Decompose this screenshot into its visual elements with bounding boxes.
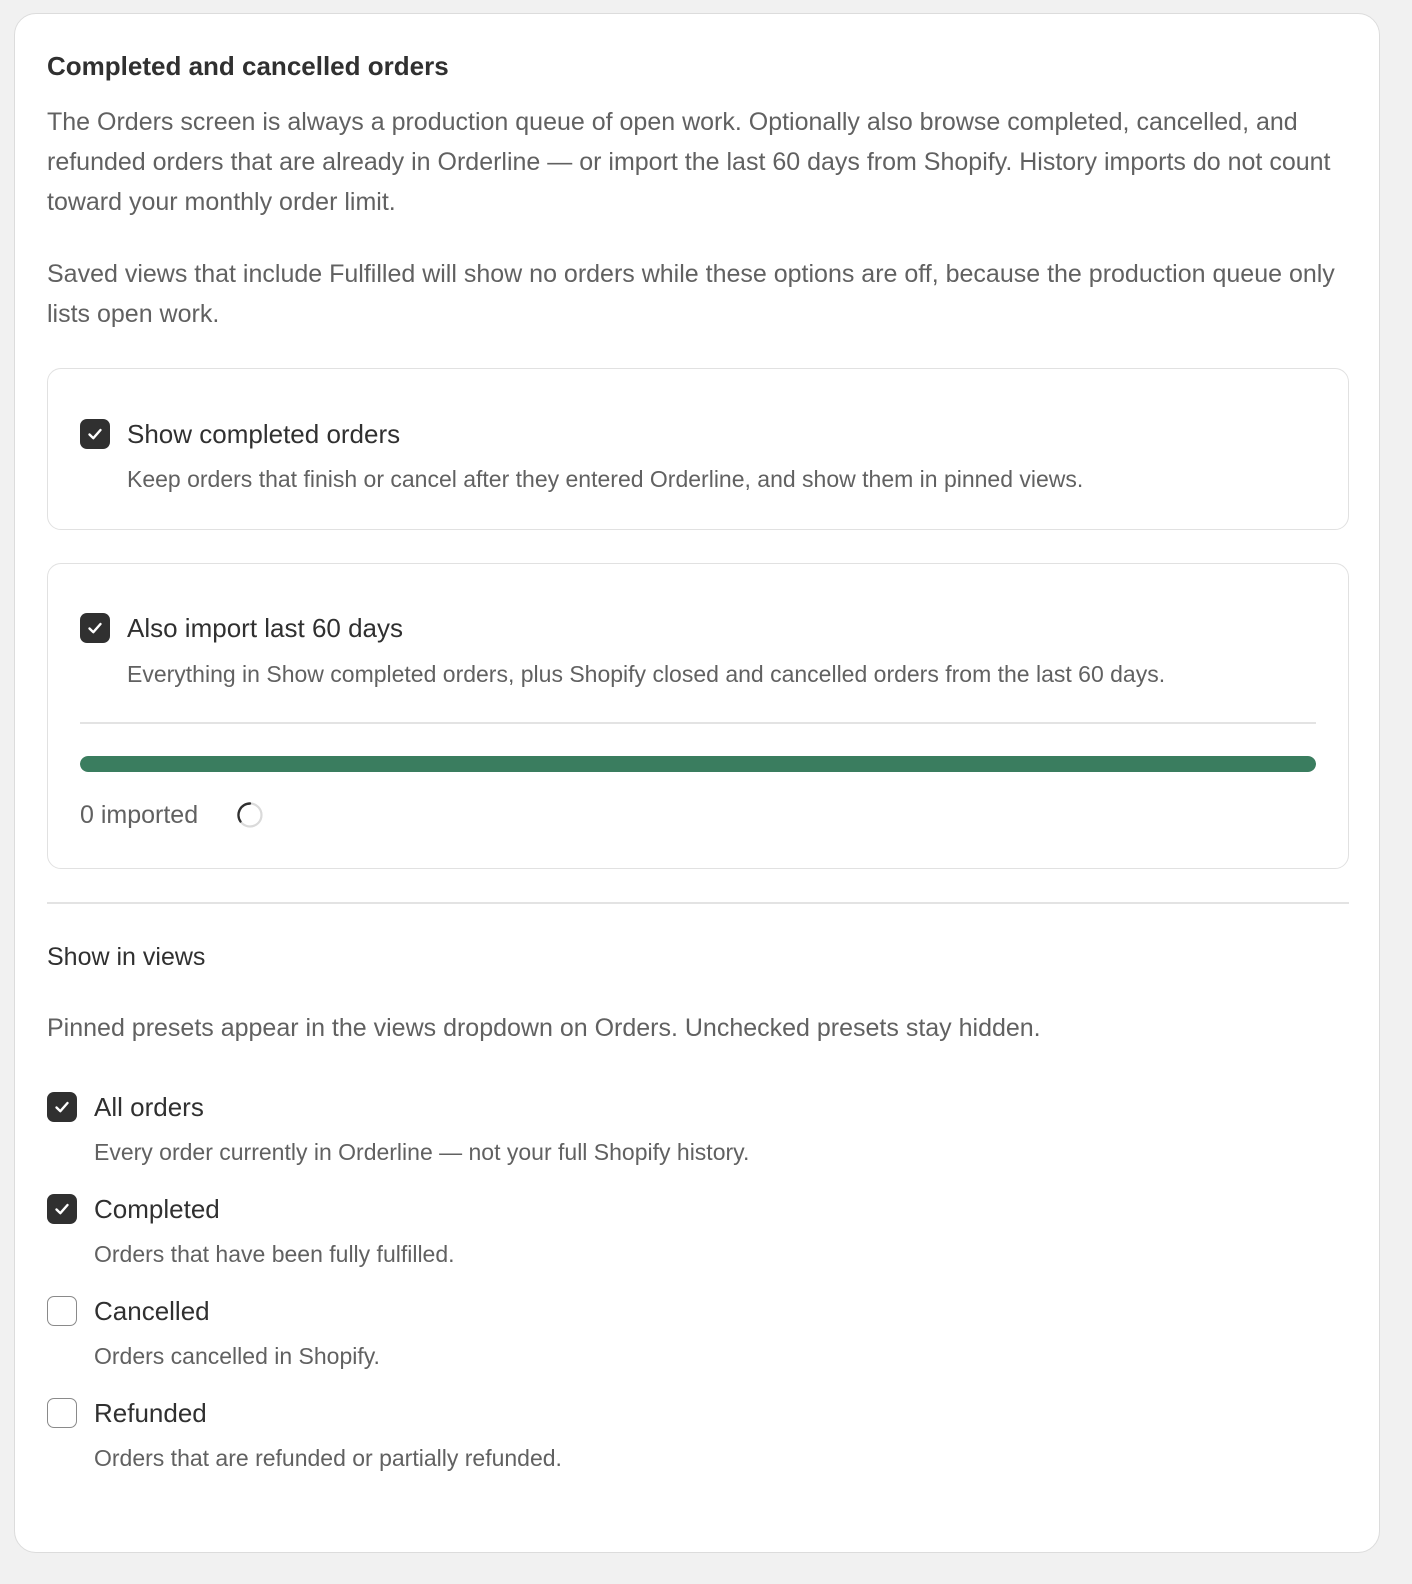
refunded-checkbox[interactable] bbox=[47, 1398, 77, 1428]
import-history-label: Also import last 60 days bbox=[127, 613, 404, 643]
section-intro: The Orders screen is always a production queue of open work. Optionally also browse completed, cancelled, and refunded orders that are already in Orderline — or import the last 60 days from Shopify. History imports do not count toward your monthly order limit. bbox=[47, 108, 1331, 216]
show-completed-checkbox[interactable] bbox=[80, 419, 110, 449]
view-option-cancelled[interactable] bbox=[47, 1294, 1347, 1328]
cancelled-description: Orders cancelled in Shopify. bbox=[94, 1342, 380, 1369]
views-heading: Show in views bbox=[47, 942, 206, 971]
show-completed-label: Show completed orders bbox=[127, 419, 401, 449]
view-option-refunded[interactable] bbox=[47, 1396, 1347, 1430]
checkmark-icon bbox=[52, 1199, 72, 1219]
import-progress-fill bbox=[80, 756, 1316, 772]
view-option-all-orders[interactable] bbox=[47, 1090, 1347, 1124]
all-orders-description: Every order currently in Orderline — not your full Shopify history. bbox=[94, 1138, 750, 1165]
views-description: Pinned presets appear in the views dropdown on Orders. Unchecked presets stay hidden. bbox=[47, 1013, 1041, 1042]
completed-label: Completed bbox=[94, 1193, 220, 1224]
import-history-description: Everything in Show completed orders, plus Shopify closed and cancelled orders from the last 60 days. bbox=[127, 661, 1166, 687]
import-history-option-box bbox=[47, 563, 1349, 869]
import-progress-bar bbox=[80, 756, 1316, 772]
show-completed-option-box bbox=[47, 368, 1349, 530]
show-completed-option[interactable] bbox=[80, 417, 400, 451]
divider bbox=[80, 722, 1316, 724]
checkmark-icon bbox=[85, 618, 105, 638]
view-item-completed bbox=[47, 1192, 1347, 1270]
show-completed-description: Keep orders that finish or cancel after they entered Orderline, and show them in pinned views. bbox=[127, 466, 1084, 492]
cancelled-checkbox[interactable] bbox=[47, 1296, 77, 1326]
import-status bbox=[80, 798, 264, 832]
view-item-all-orders bbox=[47, 1090, 1347, 1168]
refunded-description: Orders that are refunded or partially refunded. bbox=[94, 1444, 562, 1471]
view-item-refunded bbox=[47, 1396, 1347, 1474]
completed-description: Orders that have been fully fulfilled. bbox=[94, 1240, 455, 1267]
import-history-checkbox[interactable] bbox=[80, 613, 110, 643]
all-orders-label: All orders bbox=[94, 1091, 204, 1122]
view-option-completed[interactable] bbox=[47, 1192, 1347, 1226]
view-item-cancelled bbox=[47, 1294, 1347, 1372]
all-orders-checkbox[interactable] bbox=[47, 1092, 77, 1122]
cancelled-label: Cancelled bbox=[94, 1295, 210, 1326]
checkmark-icon bbox=[52, 1097, 72, 1117]
checkmark-icon bbox=[85, 424, 105, 444]
import-history-option[interactable] bbox=[80, 611, 403, 645]
section-note: Saved views that include Fulfilled will show no orders while these options are off, because the production queue only lists open work. bbox=[47, 260, 1335, 328]
views-list bbox=[47, 1090, 1347, 1474]
import-status-text: 0 imported bbox=[80, 801, 199, 829]
completed-checkbox[interactable] bbox=[47, 1194, 77, 1224]
section-divider bbox=[47, 902, 1349, 904]
loading-spinner-icon bbox=[236, 801, 264, 829]
refunded-label: Refunded bbox=[94, 1397, 207, 1428]
section-title: Completed and cancelled orders bbox=[47, 51, 449, 81]
settings-card bbox=[14, 13, 1380, 1553]
